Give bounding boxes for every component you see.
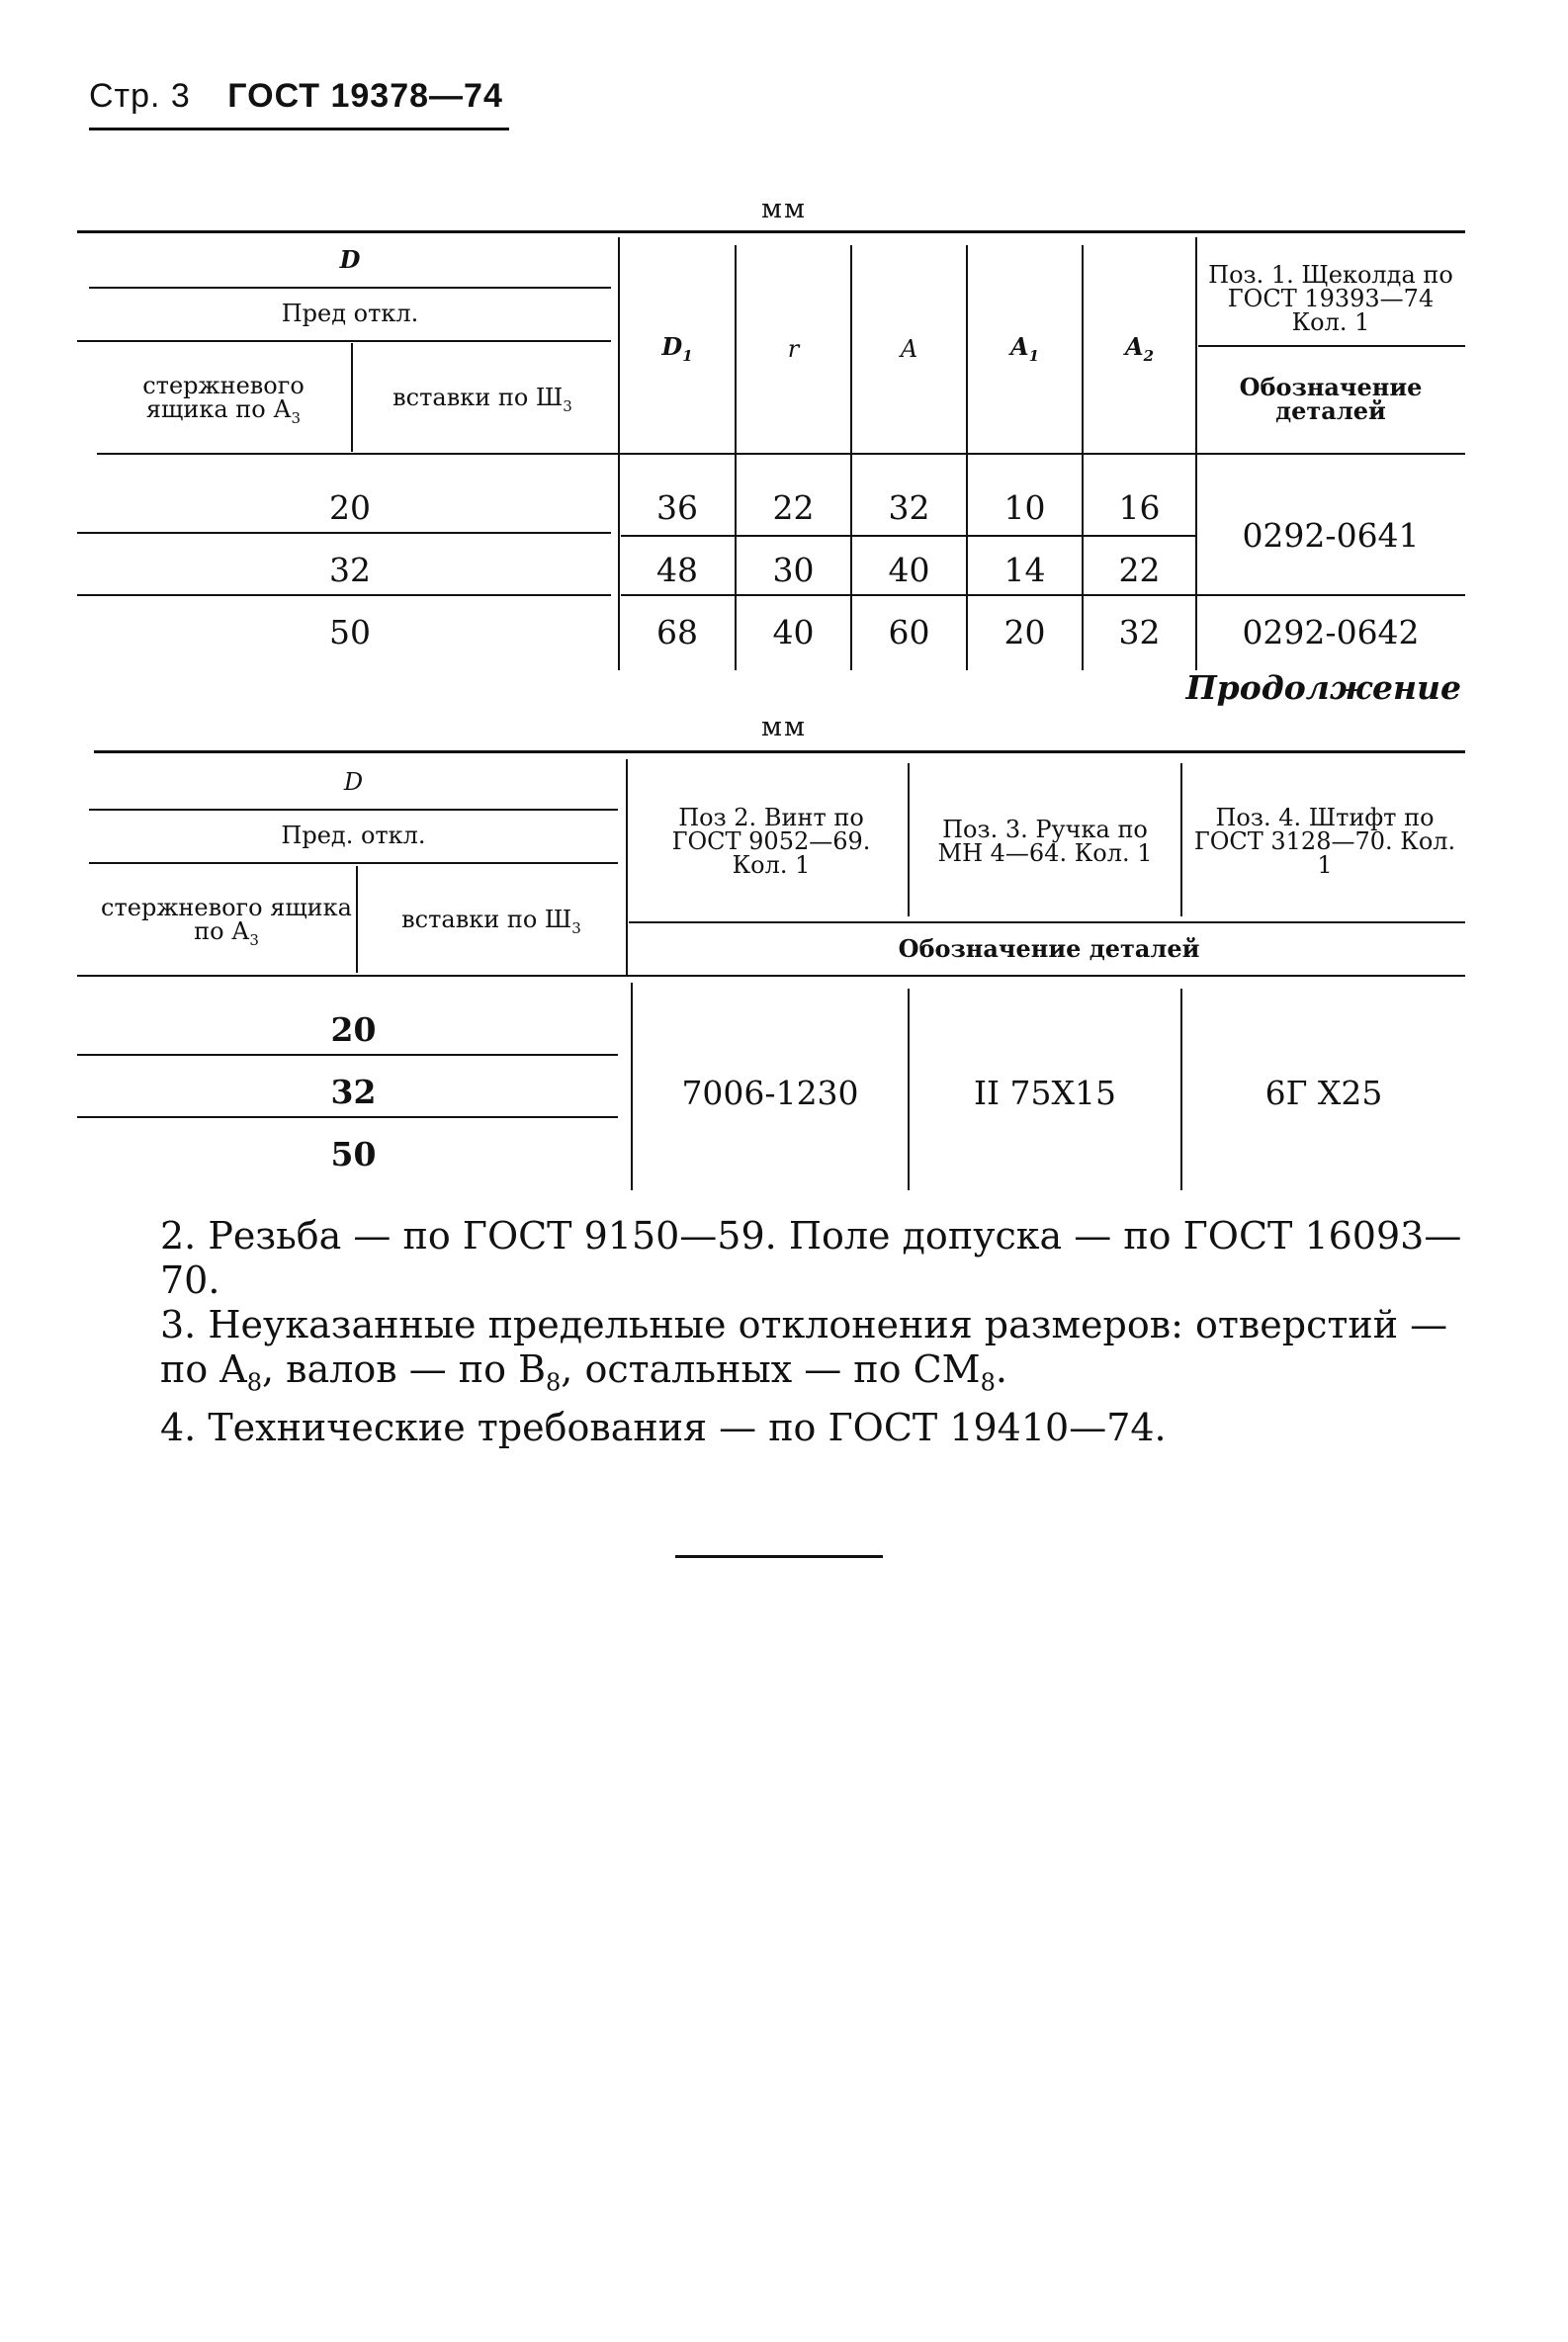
table1-row-1-r: 22 <box>772 487 815 527</box>
table2-col-poz2: Поз 2. Винт по ГОСТ 9052—69. Кол. 1 <box>671 804 871 879</box>
table1-row-1-D: 20 <box>329 487 371 527</box>
notes <box>91 1214 1475 1450</box>
note-3: 3. Неуказанные предельные отклонения размеров: отверстий — по $A_8$, валов — по $B_8$, остальных — по $CM_8$. <box>160 1303 1448 1397</box>
table1-row-1-D1: 36 <box>656 487 698 527</box>
table1-oboz-1: 0292-0641 <box>1242 515 1420 555</box>
table1-row-2-A1: 14 <box>1003 550 1046 589</box>
page-header <box>89 77 503 116</box>
note-2: 2. Резьба — по ГОСТ 9150—59. Поле допуска — по ГОСТ 16093—70. <box>160 1214 1462 1302</box>
table2-col-oboz: Обозначение деталей <box>898 934 1200 963</box>
table1-row-2-D1: 48 <box>656 550 698 589</box>
table1-row-3-D1: 68 <box>656 612 698 651</box>
table1-row-2-r: 30 <box>772 550 815 589</box>
table1-row-3-A1: 20 <box>1003 612 1046 651</box>
table1-oboz-2: 0292-0642 <box>1242 612 1420 651</box>
table2-col-sterzh: стержневого ящика по $А_3$ <box>101 893 352 949</box>
table1-col-D1: $D_1$ <box>661 331 693 365</box>
table2-row-3-D: 50 <box>330 1134 377 1173</box>
table2-col-D: D <box>343 768 364 796</box>
note-4: 4. Технические требования — по ГОСТ 19410—74. <box>160 1405 1167 1449</box>
table2-col-vstavki: вставки по $Ш_3$ <box>401 905 581 937</box>
table1-row-2-A2: 22 <box>1118 550 1161 589</box>
table1-col-sterzh: стержневого ящика по $А_3$ <box>142 371 305 427</box>
table1-row-3-D: 50 <box>329 612 371 651</box>
standard-number: ГОСТ 19378—74 <box>227 77 503 115</box>
table1-row-2-A: 40 <box>888 550 930 589</box>
table1-col-A1: $A_1$ <box>1009 331 1040 365</box>
table2-val-poz3: II 75X15 <box>973 1073 1117 1112</box>
table2-row-1-D: 20 <box>330 1009 377 1049</box>
table2-col-poz4: Поз. 4. Штифт по ГОСТ 3128—70. Кол. 1 <box>1193 804 1456 879</box>
table1-row-3-A2: 32 <box>1118 612 1161 651</box>
table1-col-A2: $A_2$ <box>1124 331 1155 365</box>
table1-row-1-A2: 16 <box>1118 487 1161 527</box>
table1-col-r: r <box>787 335 800 363</box>
table1-col-pred-otkl: Пред откл. <box>281 300 419 327</box>
table1-col-poz1: Поз. 1. Щеколда по ГОСТ 19393—74 Кол. 1 <box>1208 261 1453 336</box>
table1-col-A: A <box>900 335 918 363</box>
table2-col-pred-otkl: Пред. откл. <box>281 822 426 849</box>
table2-col-poz3: Поз. 3. Ручка по МН 4—64. Кол. 1 <box>937 816 1153 867</box>
table1-row-2-D: 32 <box>329 550 371 589</box>
table1-col-vstavki: вставки по $Ш_3$ <box>392 383 572 415</box>
table1-row-1-A1: 10 <box>1003 487 1046 527</box>
end-rule <box>675 1555 883 1558</box>
table2-unit: мм <box>761 712 808 742</box>
table2-val-poz2: 7006-1230 <box>681 1073 859 1112</box>
table2-row-2-D: 32 <box>330 1072 377 1111</box>
table1-row-3-A: 60 <box>888 612 930 651</box>
table1-col-D: D <box>339 245 361 274</box>
table1-col-oboz: Обозначение деталей <box>1239 373 1423 425</box>
continuation-label: Продолжение <box>1185 668 1461 707</box>
header-rule <box>89 128 509 130</box>
page-number: Стр. 3 <box>89 77 191 115</box>
table1-unit: мм <box>761 194 808 224</box>
table1-row-1-A: 32 <box>888 487 930 527</box>
table1-row-3-r: 40 <box>772 612 815 651</box>
table2-val-poz4: 6Г X25 <box>1264 1073 1383 1112</box>
